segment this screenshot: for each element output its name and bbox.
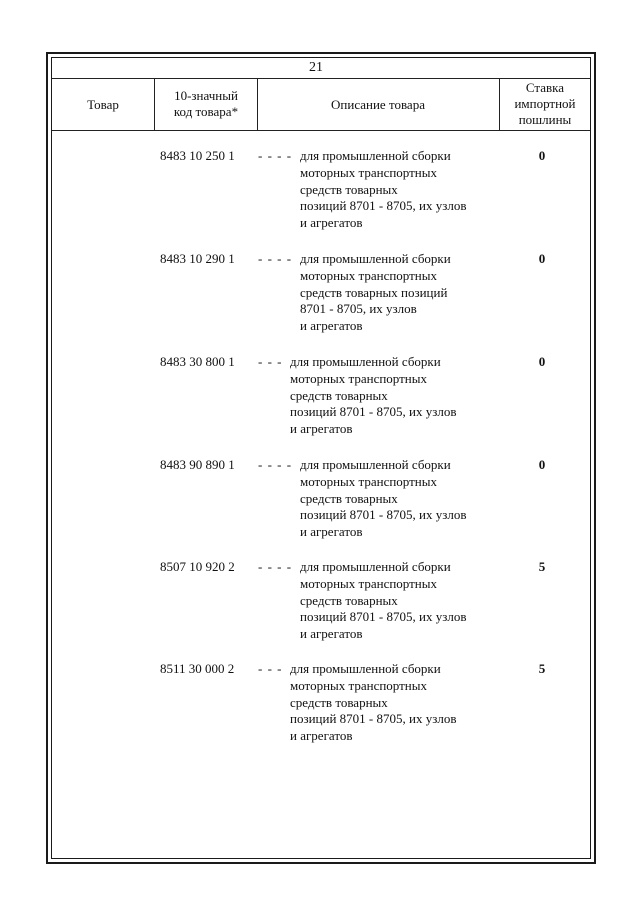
product-code: 8511 30 000 2 [160, 661, 235, 676]
table-row [52, 148, 590, 248]
header-divider-1 [154, 78, 155, 130]
product-code: 8483 30 800 1 [160, 354, 235, 369]
description-rest: моторных транспортных средств товарных позиций 8701 - 8705, их узлов и агрегатов [300, 473, 467, 540]
import-duty-rate: 0 [538, 148, 546, 163]
import-duty-rate: 5 [538, 559, 546, 574]
import-duty-rate: 0 [538, 354, 546, 369]
product-code: 8507 10 920 2 [160, 559, 235, 574]
indent-dashes: - - - [258, 661, 283, 676]
indent-dashes: - - - - [258, 251, 293, 266]
description-first-line: для промышленной сборки [300, 251, 451, 266]
product-code: 8483 10 250 1 [160, 148, 235, 163]
header-code: 10-значный код товара* [173, 88, 239, 119]
indent-dashes: - - - - [258, 457, 293, 472]
header-product: Товар [87, 97, 119, 112]
header-divider-2 [257, 78, 258, 130]
import-duty-rate: 0 [538, 251, 546, 266]
table-row [52, 457, 590, 557]
description-rest: моторных транспортных средств товарных позиций 8701 - 8705, их узлов и агрегатов [290, 370, 457, 437]
import-duty-rate: 0 [538, 457, 546, 472]
table-row [52, 559, 590, 659]
description-first-line: для промышленной сборки [300, 559, 451, 574]
description-first-line: для промышленной сборки [290, 661, 441, 676]
product-code: 8483 10 290 1 [160, 251, 235, 266]
import-duty-rate: 5 [538, 661, 546, 676]
indent-dashes: - - - [258, 354, 283, 369]
description-first-line: для промышленной сборки [300, 148, 451, 163]
header-bottom-rule [52, 130, 590, 131]
description-rest: моторных транспортных средств товарных позиций 8701 - 8705, их узлов и агрегатов [290, 677, 457, 744]
product-code: 8483 90 890 1 [160, 457, 235, 472]
table-row [52, 251, 590, 351]
header-description: Описание товара [331, 97, 425, 112]
description-rest: моторных транспортных средств товарных позиций 8701 - 8705, их узлов и агрегатов [300, 164, 467, 231]
description-first-line: для промышленной сборки [300, 457, 451, 472]
indent-dashes: - - - - [258, 559, 293, 574]
table-row [52, 661, 590, 761]
table-row [52, 354, 590, 454]
header-top-rule [52, 78, 590, 79]
indent-dashes: - - - - [258, 148, 293, 163]
description-first-line: для промышленной сборки [290, 354, 441, 369]
description-rest: моторных транспортных средств товарных позиций 8701 - 8705, их узлов и агрегатов [300, 575, 467, 642]
description-rest: моторных транспортных средств товарных позиций 8701 - 8705, их узлов и агрегатов [300, 267, 448, 334]
header-rate: Ставка импортной пошлины [514, 80, 576, 127]
page-number: 21 [309, 60, 323, 75]
